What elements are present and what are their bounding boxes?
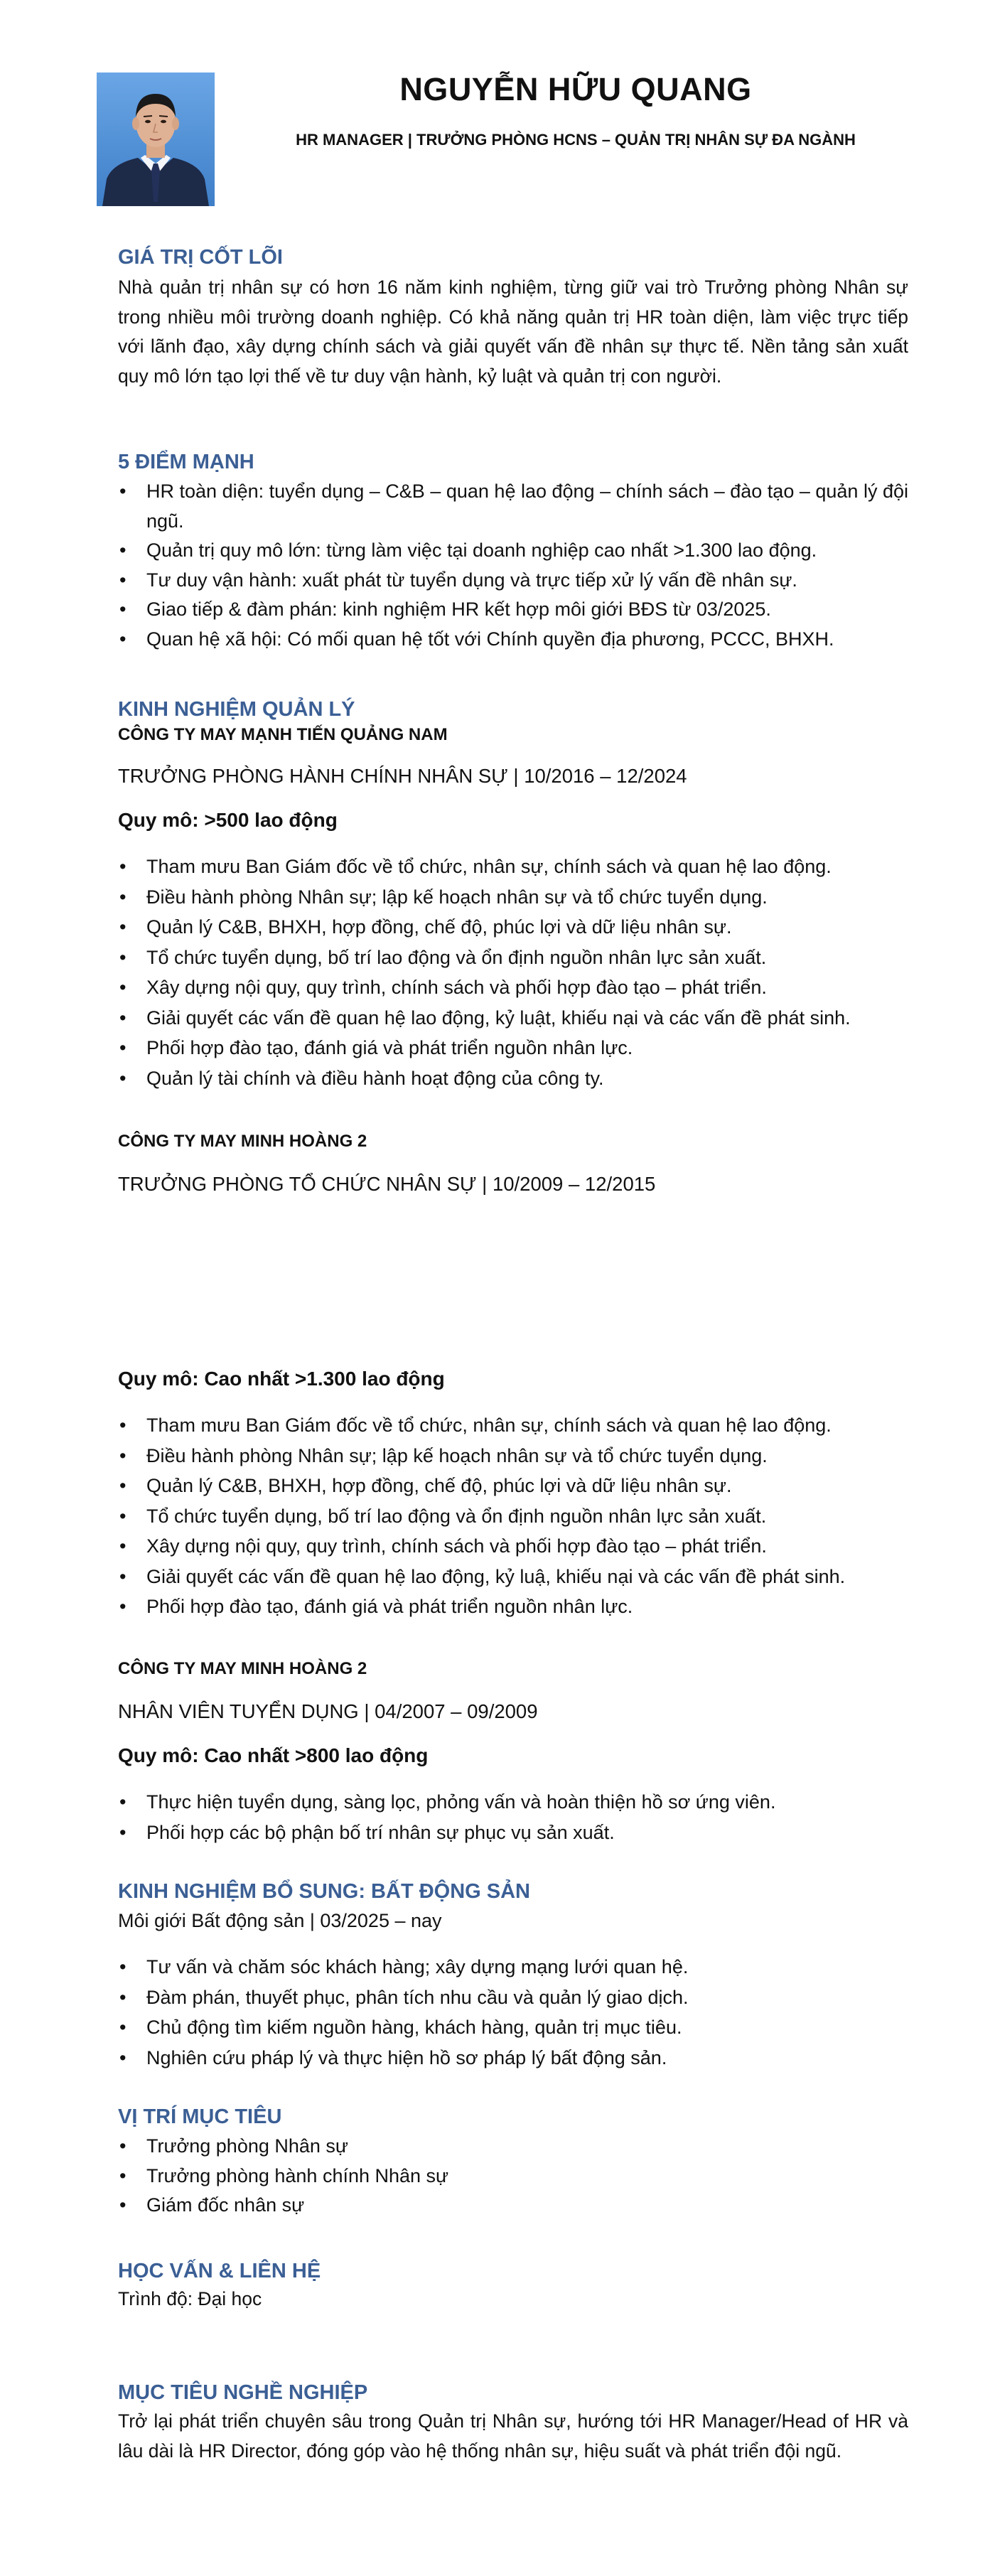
list-item: • Trưởng phòng Nhân sự [118, 2132, 908, 2162]
list-item: • Tham mưu Ban Giám đốc về tổ chức, nhân sự, chính sách và quan hệ lao động. [118, 1410, 908, 1441]
list-item: • Thực hiện tuyển dụng, sàng lọc, phỏng vấn và hoàn thiện hồ sơ ứng viên. [118, 1787, 908, 1818]
job-3-duties [118, 1787, 908, 1847]
strengths-heading: 5 ĐIỂM MẠNH [118, 451, 254, 473]
candidate-role: HR MANAGER | TRƯỞNG PHÒNG HCNS – QUẢN TRỊ NHÂN SỰ ĐA NGÀNH [296, 131, 856, 149]
list-item: • Tư duy vận hành: xuất phát từ tuyển dụng và trực tiếp xử lý vấn đề nhân sự. [118, 566, 908, 596]
list-item: • Phối hợp đào tạo, đánh giá và phát triển nguồn nhân lực. [118, 1592, 908, 1622]
list-item: • Xây dựng nội quy, quy trình, chính sách và phối hợp đào tạo – phát triển. [118, 1531, 908, 1562]
profile-photo [97, 73, 215, 206]
list-item: • Quản lý C&B, BHXH, hợp đồng, chế độ, phúc lợi và dữ liệu nhân sự. [118, 912, 908, 943]
list-item: • Tổ chức tuyển dụng, bố trí lao động và ổn định nguồn nhân lực sản xuất. [118, 1501, 908, 1532]
job-1-position: TRƯỞNG PHÒNG HÀNH CHÍNH NHÂN SỰ | 10/2016 – 12/2024 [118, 765, 687, 787]
job-2-company: CÔNG TY MAY MINH HOÀNG 2 [118, 1132, 367, 1151]
list-item: • Giải quyết các vấn đề quan hệ lao động, kỷ luậ, khiếu nại và các vấn đề phát sinh. [118, 1562, 908, 1592]
strengths-list [118, 477, 908, 654]
list-item: • Giải quyết các vấn đề quan hệ lao động, kỷ luật, khiếu nại và các vấn đề phát sinh. [118, 1003, 908, 1034]
list-item: • Chủ động tìm kiếm nguồn hàng, khách hàng, quản trị mục tiêu. [118, 2012, 908, 2043]
list-item: • Quản lý C&B, BHXH, hợp đồng, chế độ, phúc lợi và dữ liệu nhân sự. [118, 1471, 908, 1501]
experience-heading: KINH NGHIỆM QUẢN LÝ [118, 698, 355, 721]
education-level: Trình độ: Đại học [118, 2288, 262, 2309]
avatar [97, 73, 215, 206]
list-item: • Quản trị quy mô lớn: từng làm việc tại doanh nghiệp cao nhất >1.300 lao động. [118, 536, 908, 566]
list-item: • Tham mưu Ban Giám đốc về tổ chức, nhân sự, chính sách và quan hệ lao động. [118, 852, 908, 882]
candidate-name: NGUYỄN HỮU QUANG [399, 71, 752, 107]
realestate-heading: KINH NGHIỆM BỔ SUNG: BẤT ĐỘNG SẢN [118, 1880, 530, 1903]
list-item: • Tư vấn và chăm sóc khách hàng; xây dựng mạng lưới quan hệ. [118, 1952, 908, 1982]
job-2-position: TRƯỞNG PHÒNG TỔ CHỨC NHÂN SỰ | 10/2009 – 12/2015 [118, 1173, 656, 1195]
goal-text: Trở lại phát triển chuyên sâu trong Quản trị Nhân sự, hướng tới HR Manager/Head of HR và lâu dài là HR Director, đóng góp vào hệ thống nhân sự, hiệu suất và phát triển đội ngũ. [118, 2410, 908, 2462]
list-item: • Quan hệ xã hội: Có mối quan hệ tốt với Chính quyền địa phương, PCCC, BHXH. [118, 625, 908, 655]
job-2-duties [118, 1410, 908, 1622]
list-item: • Phối hợp đào tạo, đánh giá và phát triển nguồn nhân lực. [118, 1033, 908, 1063]
goal-heading: MỤC TIÊU NGHỀ NGHIỆP [118, 2381, 368, 2404]
list-item: • Giám đốc nhân sự [118, 2191, 908, 2221]
job-1-duties [118, 852, 908, 1093]
target-list [118, 2132, 908, 2221]
job-3-scale: Quy mô: Cao nhất >800 lao động [118, 1744, 429, 1766]
realestate-duties [118, 1952, 908, 2073]
job-1-scale: Quy mô: >500 lao động [118, 809, 338, 831]
list-item: • Xây dựng nội quy, quy trình, chính sách và phối hợp đào tạo – phát triển. [118, 972, 908, 1003]
job-3-position: NHÂN VIÊN TUYỂN DỤNG | 04/2007 – 09/2009 [118, 1700, 538, 1722]
job-1-company: CÔNG TY MAY MẠNH TIẾN QUẢNG NAM [118, 725, 448, 744]
list-item: • Giao tiếp & đàm phán: kinh nghiệm HR kết hợp môi giới BĐS từ 03/2025. [118, 595, 908, 625]
list-item: • HR toàn diện: tuyển dụng – C&B – quan hệ lao động – chính sách – đào tạo – quản lý đội ngũ. [118, 477, 908, 536]
list-item: • Trưởng phòng hành chính Nhân sự [118, 2162, 908, 2191]
job-3-company: CÔNG TY MAY MINH HOÀNG 2 [118, 1659, 367, 1678]
realestate-subtitle: Môi giới Bất động sản | 03/2025 – nay [118, 1910, 442, 1931]
list-item: • Quản lý tài chính và điều hành hoạt động của công ty. [118, 1063, 908, 1094]
core-value-text: Nhà quản trị nhân sự có hơn 16 năm kinh nghiệm, từng giữ vai trò Trưởng phòng Nhân sự trong nhiều môi trường doanh nghiệp. Có khả năng quản trị HR toàn diện, làm việc trực tiếp với lãnh đạo, xây dựng chính sách và giải quyết vấn đề nhân sự thực tế. Nền tảng sản xuất quy mô lớn tạo lợi thế về tư duy vận hành, kỷ luật và quản trị con người. [118, 277, 908, 387]
target-heading: VỊ TRÍ MỤC TIÊU [118, 2105, 282, 2128]
list-item: • Điều hành phòng Nhân sự; lập kế hoạch nhân sự và tổ chức tuyển dụng. [118, 882, 908, 913]
list-item: • Nghiên cứu pháp lý và thực hiện hồ sơ pháp lý bất động sản. [118, 2043, 908, 2073]
list-item: • Điều hành phòng Nhân sự; lập kế hoạch nhân sự và tổ chức tuyển dụng. [118, 1441, 908, 1471]
list-item: • Phối hợp các bộ phận bố trí nhân sự phục vụ sản xuất. [118, 1818, 908, 1848]
list-item: • Tổ chức tuyển dụng, bố trí lao động và ổn định nguồn nhân lực sản xuất. [118, 943, 908, 973]
education-heading: HỌC VẤN & LIÊN HỆ [118, 2260, 321, 2282]
job-2-scale: Quy mô: Cao nhất >1.300 lao động [118, 1368, 445, 1390]
list-item: • Đàm phán, thuyết phục, phân tích nhu cầu và quản lý giao dịch. [118, 1982, 908, 2013]
core-value-heading: GIÁ TRỊ CỐT LÕI [118, 246, 283, 269]
